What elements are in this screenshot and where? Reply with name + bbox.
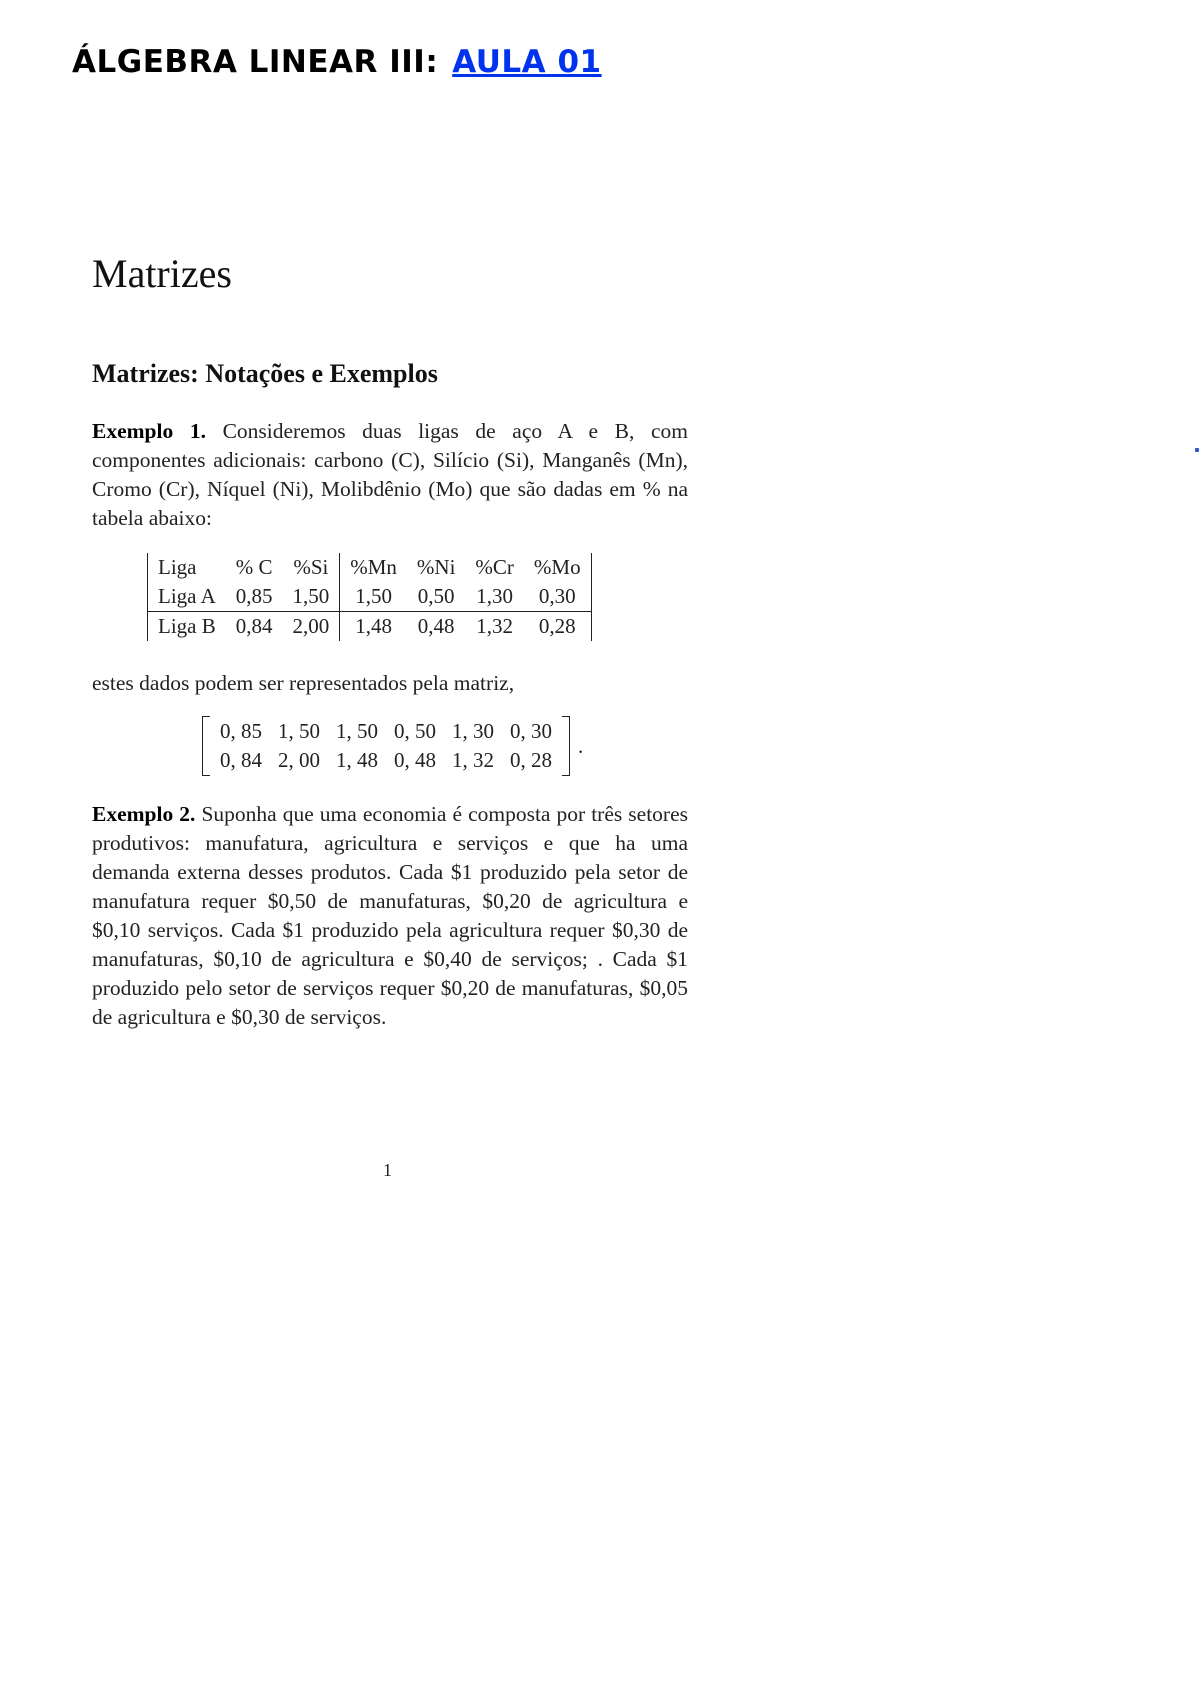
- table-header-cell: %Mo: [524, 553, 591, 582]
- table-cell: 1,48: [340, 612, 407, 642]
- matrix-entry: 2, 00: [278, 748, 320, 772]
- table-cell: 0,48: [407, 612, 466, 642]
- table-cell: 1,50: [283, 582, 340, 612]
- course-title: ÁLGEBRA LINEAR III:: [72, 44, 439, 80]
- alloy-table: [147, 553, 592, 641]
- matrix-entry: 0, 50: [394, 719, 436, 743]
- matrix-entry: 0, 84: [220, 748, 262, 772]
- matrix-row: [212, 746, 560, 775]
- matrix-body: [210, 717, 562, 775]
- matrix-entry: 1, 50: [278, 719, 320, 743]
- matrix-entry: 1, 48: [336, 748, 378, 772]
- matrix-entry: 0, 85: [220, 719, 262, 743]
- matrix-row: [212, 717, 560, 746]
- example-1-label: Exemplo 1.: [92, 419, 206, 443]
- page-number: 1: [383, 1160, 392, 1180]
- matrix-entry: 0, 28: [510, 748, 552, 772]
- table-cell: 1,32: [465, 612, 524, 642]
- alloy-matrix: [202, 716, 688, 776]
- table-cell: 0,50: [417, 584, 455, 608]
- table-header-cell: Liga: [148, 553, 226, 582]
- example-2-text: Suponha que uma economia é composta por três setores produtivos: manufatura, agricultura e serviços e que ha uma demanda externa desses produtos. Cada $1 produzido pela setor de manufatura requer $0,50 de manufaturas, $0,20 de agricultura e $0,10 serviços. Cada $1 produzido pela agricultura requer $0,30 de manufaturas, $0,10 de agricultura e $0,40 de serviços; . Cada $1 produzido pelo setor de serviços requer $0,20 de manufaturas, $0,05 de agricultura e $0,30 de serviços.: [92, 802, 688, 1029]
- table-header-row: [148, 553, 592, 582]
- table-cell: 0,84: [226, 612, 283, 642]
- matrix-entry: 0, 30: [510, 719, 552, 743]
- table-cell: Liga A: [148, 582, 226, 612]
- matrix-trailing-period: .: [578, 733, 584, 758]
- table-header-cell: %Mn: [350, 555, 397, 579]
- table-cell: 2,00: [283, 612, 340, 642]
- edge-marker: [1195, 448, 1199, 452]
- table-header-cell: %Si: [283, 553, 340, 582]
- example-2-paragraph: [92, 800, 688, 1032]
- table-cell: 1,30: [476, 584, 514, 608]
- alloy-table-container: [147, 553, 688, 641]
- example-2-label: Exemplo 2.: [92, 802, 196, 826]
- example-1-paragraph: [92, 417, 688, 533]
- matrix-entry: 1, 50: [336, 719, 378, 743]
- matrix-entry: 1, 30: [452, 719, 494, 743]
- table-row: [148, 582, 592, 612]
- example-1-text: Consideremos duas ligas de aço A e B, com componentes adicionais: carbono (C), Silício (Si), Manganês (Mn), Cromo (Cr), Níquel (Ni), Molibdênio (Mo) que são dadas em % na tabela abaixo:: [92, 419, 688, 530]
- document-header: [72, 44, 602, 80]
- section-title: Matrizes: Notações e Exemplos: [92, 359, 438, 388]
- table-row: [148, 612, 592, 642]
- table-cell: Liga B: [148, 612, 226, 642]
- table-header-cell: %Cr: [475, 555, 514, 579]
- matrix-entry: 1, 32: [452, 748, 494, 772]
- table-header-cell: % C: [235, 555, 273, 579]
- matrix-entry: 0, 48: [394, 748, 436, 772]
- table-header-cell: %Ni: [416, 555, 456, 579]
- table-cell: 0,28: [524, 612, 591, 642]
- lesson-link[interactable]: AULA 01: [452, 44, 602, 80]
- matrix-intro-text: estes dados podem ser representados pela matriz,: [92, 671, 515, 695]
- table-cell: 0,85: [235, 584, 273, 608]
- table-cell: 0,30: [524, 582, 591, 612]
- page-content: [92, 250, 688, 1032]
- matrix-left-bracket: [202, 716, 210, 776]
- table-cell: 1,50: [355, 584, 392, 608]
- chapter-title: Matrizes: [92, 251, 232, 296]
- matrix-right-bracket: [562, 716, 570, 776]
